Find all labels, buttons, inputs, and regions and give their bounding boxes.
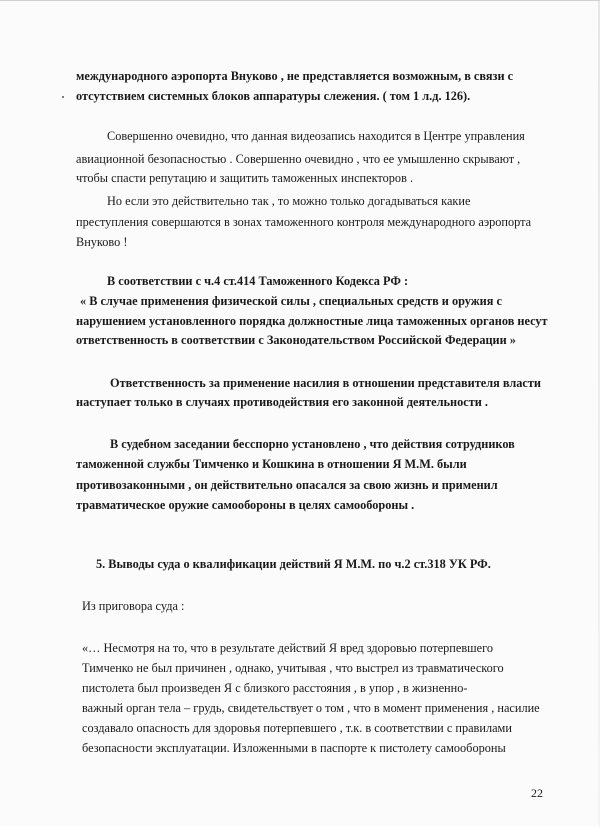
- text-line: противозаконными , он действительно опасался за свою жизнь и применил: [76, 478, 498, 492]
- text-line: Из приговора суда :: [82, 599, 185, 613]
- text-line: Совершенно очевидно, что данная видеозапись находится в Центре управления: [107, 129, 525, 143]
- text-line: создавало опасность для здоровья потерпевшего , т.к. в соответствии с правилами: [82, 721, 512, 735]
- text-line: Но если это действительно так , то можно только догадываться какие: [107, 194, 471, 208]
- section-heading: 5. Выводы суда о квалификации действий Я М.М. по ч.2 ст.318 УК РФ.: [96, 557, 491, 571]
- text-line: ответственность в соответствии с Законодательством Российской Федерации »: [76, 333, 516, 347]
- page-number: 22: [531, 786, 543, 800]
- text-line: пистолета был произведен Я с близкого расстояния , в упор , в жизненно-: [82, 681, 468, 695]
- text-line: чтобы спасти репутацию и защитить таможенных инспекторов .: [76, 171, 414, 185]
- text-line: Внуково !: [76, 235, 128, 249]
- text-line: «… Несмотря на то, что в результате действий Я вред здоровью потерпевшего: [82, 641, 493, 655]
- text-line: таможенной службы Тимченко и Кошкина в отношении Я М.М. были: [76, 457, 467, 471]
- text-line: наступает только в случаях противодействия его законной деятельности .: [76, 395, 489, 409]
- text-line: « В случае применения физической силы , специальных средств и оружия с: [80, 294, 502, 308]
- text-line: травматическое оружие самообороны в целях самообороны .: [76, 498, 415, 512]
- text-line: нарушением установленного порядка должностные лица таможенных органов несут: [76, 314, 548, 328]
- text-line: В соответствии с ч.4 ст.414 Таможенного Кодекса РФ :: [107, 274, 409, 288]
- text-line: важный орган тела – грудь, свидетельствует о том , что в момент применения , насилие: [82, 701, 540, 715]
- text-line: Ответственность за применение насилия в отношении представителя власти: [110, 376, 541, 390]
- text-line: В судебном заседании бесспорно установлено , что действия сотрудников: [110, 437, 515, 451]
- text-line: безопасности эксплуатации. Изложенными в паспорте к пистолету самообороны: [82, 741, 506, 755]
- text-line: международного аэропорта Внуково , не представляется возможным, в связи с: [76, 69, 514, 83]
- text-line: Тимченко не был причинен , однако, учитывая , что выстрел из травматического: [82, 661, 504, 675]
- text-line: преступления совершаются в зонах таможенного контроля международного аэропорта: [76, 215, 532, 229]
- text-line: авиационной безопасностью . Совершенно очевидно , что ее умышленно скрывают ,: [76, 152, 521, 166]
- text-line: отсутствием системных блоков аппаратуры слежения. ( том 1 л.д. 126).: [76, 89, 471, 103]
- scan-speck: [62, 96, 64, 98]
